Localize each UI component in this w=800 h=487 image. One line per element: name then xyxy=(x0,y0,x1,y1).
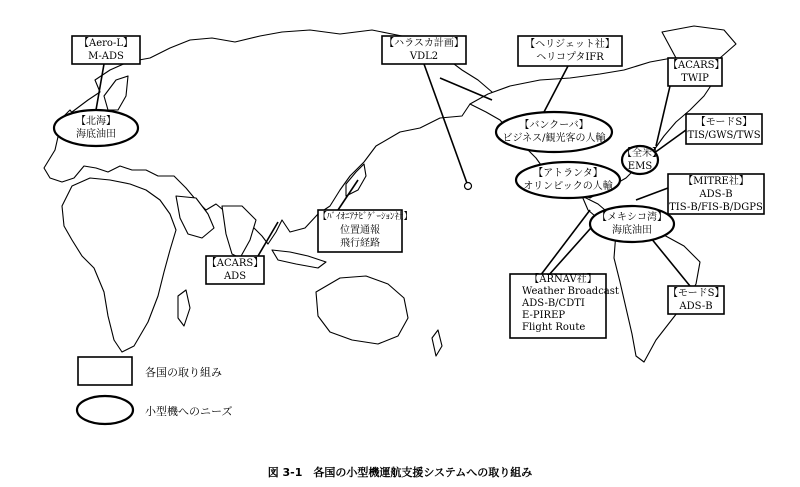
landmass-new-zealand xyxy=(432,330,442,356)
legend-symbols xyxy=(77,357,133,424)
callout-aero-l-text: M-ADS xyxy=(88,51,124,62)
callout-halaska-title: 【ハラスカ計画】 xyxy=(384,38,464,49)
need-all-us xyxy=(622,147,662,173)
landmasses xyxy=(44,26,736,362)
callout-arnav-text-1: Weather Broadcast xyxy=(522,286,619,297)
callout-arnav-text-4: Flight Route xyxy=(522,322,586,333)
callout-modes-na-title: 【モードS】 xyxy=(695,117,753,128)
callout-acars-na-text: TWIP xyxy=(681,73,709,84)
callout-bionavi-text-2: 飛行経路 xyxy=(340,238,380,249)
need-all-us-title: 【全米】 xyxy=(622,148,662,159)
need-atlanta-text: オリンピックの人輸 xyxy=(523,181,613,192)
callout-heliject xyxy=(518,38,622,64)
callout-heliject-text: ヘリコプタIFR xyxy=(536,52,604,63)
callout-acars-asia-text: ADS xyxy=(223,271,247,282)
callout-arnav xyxy=(522,274,619,334)
need-vancouver xyxy=(498,119,610,145)
figure-caption: 図 3-1 各国の小型機運航支援システムへの取り組み xyxy=(267,466,533,479)
need-mexico-text: 海底油田 xyxy=(612,225,652,236)
need-atlanta xyxy=(516,167,620,193)
callout-modes-sa-title: 【モードS】 xyxy=(668,288,725,299)
callout-bionavi xyxy=(318,211,413,250)
need-all-us-text: EMS xyxy=(627,161,653,172)
halaska-marker xyxy=(465,183,472,190)
need-vancouver-title: 【バンクーバ】 xyxy=(519,120,589,131)
need-north-sea-text: 海底油田 xyxy=(76,129,116,140)
callout-halaska-text: VDL2 xyxy=(409,51,439,62)
need-north-sea-title: 【北海】 xyxy=(76,116,116,127)
callout-arnav-title: 【ARNAV社】 xyxy=(529,274,597,285)
callout-acars-asia xyxy=(206,257,264,283)
legend-rect-label: 各国の取り組み xyxy=(145,366,222,379)
callout-modes-na-text: TIS/GWS/TWS xyxy=(687,130,761,141)
callout-bionavi-title: 【ﾊﾞｲｵﾆｱﾅﾋﾞｹﾞｰｼｮﾝ社】 xyxy=(318,212,413,222)
need-mexico-title: 【メキシコ湾】 xyxy=(597,212,667,223)
callout-acars-asia-title: 【ACARS】 xyxy=(206,258,264,269)
callout-mitre-text-2: TIS-B/FIS-B/DGPS xyxy=(669,202,763,213)
callout-modes-sa xyxy=(668,287,724,313)
callout-aero-l xyxy=(72,37,140,63)
callout-arnav-text-3: E-PIREP xyxy=(522,310,566,321)
callout-modes-na xyxy=(686,116,762,142)
callout-mitre-text-1: ADS-B xyxy=(699,189,733,200)
callout-modes-sa-text: ADS-B xyxy=(679,301,713,312)
callout-arnav-text-2: ADS-B/CDTI xyxy=(522,298,585,309)
need-vancouver-text: ビジネス/観光客の人輸 xyxy=(502,133,606,144)
callout-acars-na xyxy=(668,59,725,85)
legend-ellipse-label: 小型機へのニーズ xyxy=(145,405,233,418)
callout-mitre-title: 【MITRE社】 xyxy=(683,176,749,187)
landmass-madagascar xyxy=(178,290,190,326)
callout-bionavi-text-1: 位置通報 xyxy=(340,225,380,236)
landmass-australia xyxy=(316,276,408,344)
callout-mitre xyxy=(668,175,764,214)
callout-halaska xyxy=(382,37,466,63)
need-north-sea xyxy=(58,115,134,141)
callout-heliject-title: 【ヘリジェット社】 xyxy=(525,39,615,50)
need-atlanta-title: 【アトランタ】 xyxy=(533,168,603,179)
need-mexico xyxy=(592,211,672,237)
landmass-africa xyxy=(62,178,176,352)
callout-acars-na-title: 【ACARS】 xyxy=(668,60,725,71)
callout-aero-l-title: 【Aero-L】 xyxy=(79,38,133,49)
